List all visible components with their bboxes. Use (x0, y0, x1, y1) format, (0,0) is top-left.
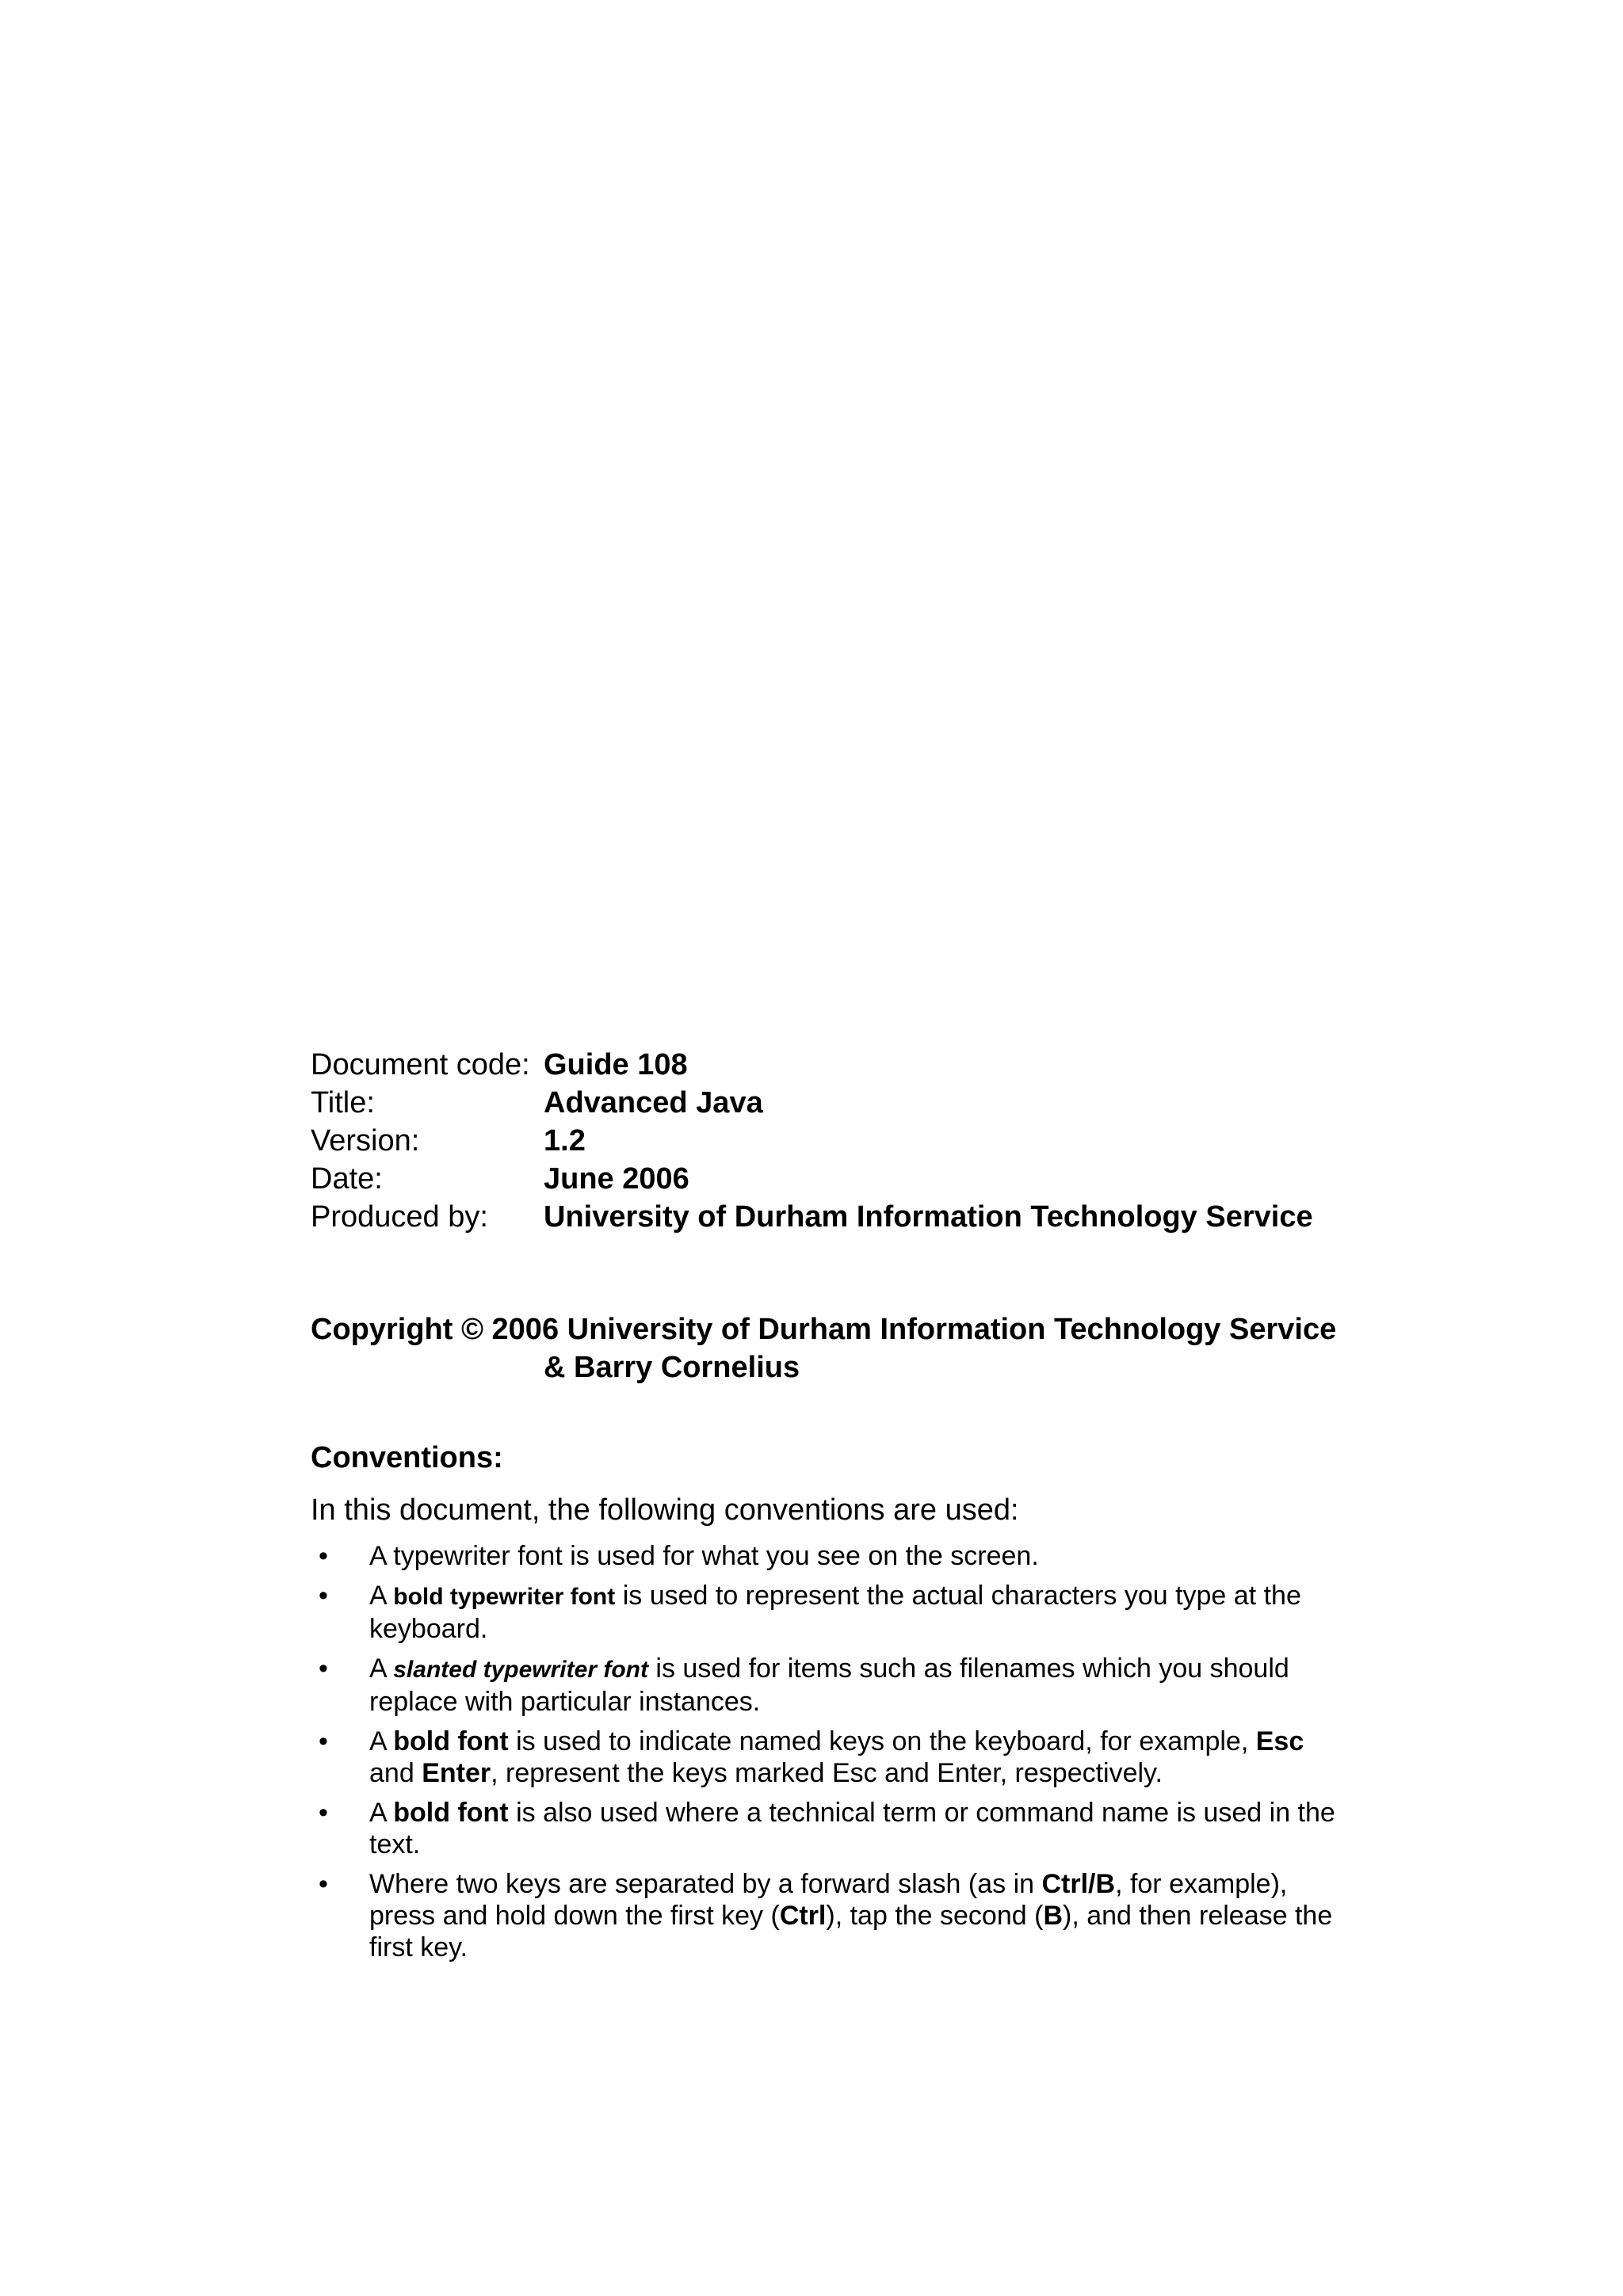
item-prefix: A (369, 1653, 394, 1684)
document-metadata (311, 1046, 1420, 1236)
item-suffix: is also used where a technical term or command name is used in the text. (369, 1798, 1335, 1859)
list-item (311, 1580, 1341, 1645)
item-prefix: A (369, 1726, 394, 1756)
item-and: and (369, 1758, 422, 1788)
meta-label: Version: (311, 1124, 420, 1158)
item-mid: , for example), press and hold down the first key ( (369, 1869, 1288, 1931)
list-item (311, 1797, 1341, 1860)
item-mid: is used to indicate named keys on the keyboard, for example, (508, 1726, 1256, 1756)
item-prefix: Where two keys are separated by a forward slash (as in (369, 1869, 1042, 1899)
meta-row-produced-by (311, 1198, 1420, 1236)
meta-row-title (311, 1084, 1420, 1122)
conventions-heading: Conventions: (311, 1441, 503, 1474)
key-enter: Enter (422, 1758, 491, 1788)
item-suffix: is used for items such as filenames which you should replace with particular instances. (369, 1653, 1289, 1717)
item-prefix: A (369, 1798, 394, 1828)
meta-value: 1.2 (544, 1124, 586, 1158)
key-ctrl: Ctrl (779, 1901, 827, 1931)
bold-font-term: bold font (393, 1798, 509, 1828)
meta-value: Guide 108 (544, 1048, 688, 1081)
bullet-icon: • (319, 1798, 328, 1828)
copyright-line-2: & Barry Cornelius (544, 1351, 800, 1384)
item-text: A typewriter font is used for what you see on the screen. (369, 1541, 1039, 1571)
meta-label: Date: (311, 1162, 383, 1196)
key-b: B (1043, 1901, 1063, 1931)
item-mid: ), tap the second ( (826, 1901, 1044, 1931)
meta-value: June 2006 (544, 1162, 689, 1196)
bold-font-term: bold font (393, 1726, 509, 1756)
item-suffix: ), and then release the first key. (369, 1901, 1333, 1962)
copyright-notice (311, 1310, 1499, 1386)
key-combo: Ctrl/B (1041, 1869, 1116, 1899)
meta-label: Title: (311, 1086, 375, 1119)
item-prefix: A (369, 1581, 394, 1611)
conventions-list (311, 1540, 1341, 1971)
conventions-intro: In this document, the following conventions are used: (311, 1493, 1019, 1527)
list-item (311, 1653, 1341, 1718)
bullet-icon: • (319, 1653, 328, 1684)
item-suffix: , represent the keys marked Esc and Enter, respectively. (491, 1758, 1163, 1788)
meta-row-date (311, 1160, 1420, 1198)
meta-label: Document code: (311, 1048, 530, 1081)
bold-typewriter-term: bold typewriter font (393, 1584, 616, 1610)
list-item (311, 1868, 1341, 1963)
meta-value: University of Durham Information Technology Service (544, 1200, 1313, 1234)
meta-value: Advanced Java (544, 1086, 763, 1119)
bullet-icon: • (319, 1869, 328, 1899)
item-suffix: is used to represent the actual characters you type at the keyboard. (369, 1581, 1301, 1644)
slanted-typewriter-term: slanted typewriter font (393, 1657, 648, 1683)
meta-row-version (311, 1122, 1420, 1160)
list-item (311, 1540, 1341, 1572)
copyright-line-1: Copyright © 2006 University of Durham Information Technology Service (311, 1313, 1337, 1346)
bullet-icon: • (319, 1726, 328, 1756)
bullet-icon: • (319, 1581, 328, 1611)
list-item (311, 1726, 1341, 1789)
key-esc: Esc (1255, 1726, 1304, 1756)
meta-row-document-code (311, 1046, 1420, 1084)
bullet-icon: • (319, 1541, 328, 1571)
meta-label: Produced by: (311, 1200, 488, 1234)
